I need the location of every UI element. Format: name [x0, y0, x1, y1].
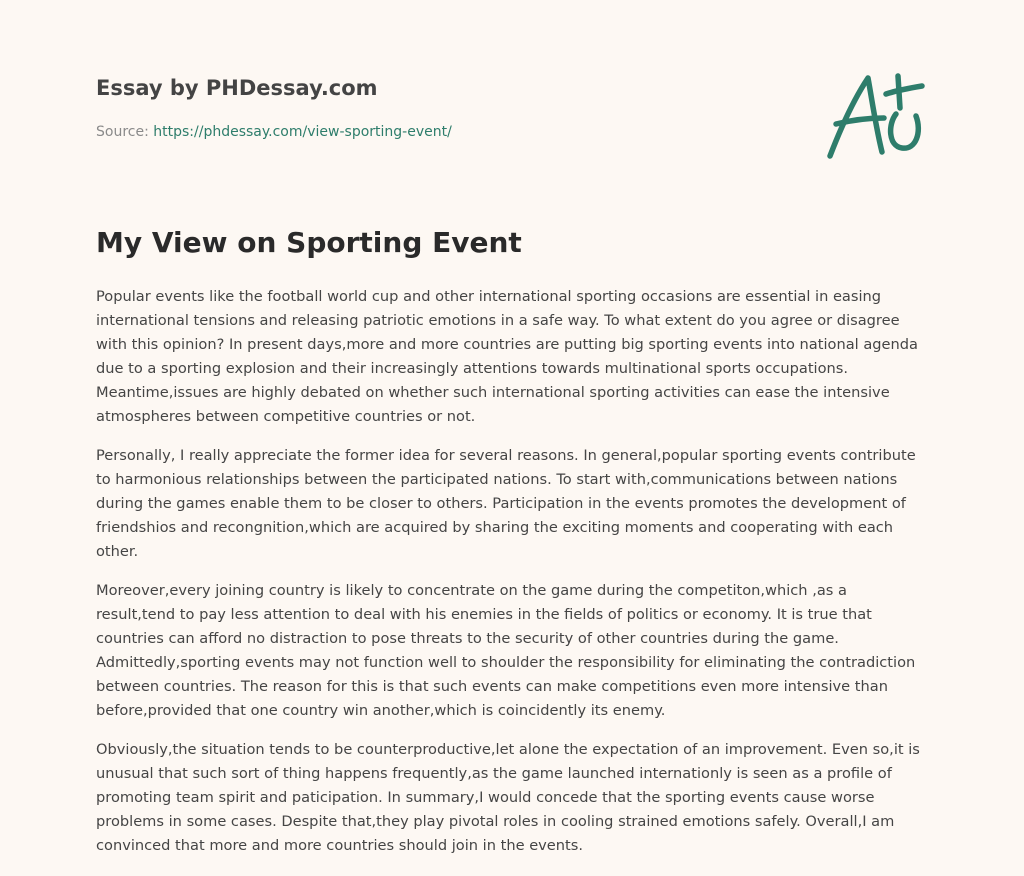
source-label: Source: [96, 124, 154, 140]
source-link[interactable]: https://phdessay.com/view-sporting-event/ [153, 124, 452, 140]
essay-paragraph: Obviously,the situation tends to be counterproductive,let alone the expectation of an improvement. Even so,it is unusual that such sort of thing happens frequently,as the game launched internationly is seen as a profile of promoting team spirit and paticipation. In summary,I would concede that the sporting events cause worse problems in some cases. Despite that,they play pivotal roles in cooling strained emotions safely. Overall,I am convinced that more and more countries should join in the events. [96, 741, 920, 854]
site-title: Essay by PHDessay.com [96, 76, 378, 100]
essay-title: My View on Sporting Event [96, 226, 522, 259]
essay-paragraph: Personally, I really appreciate the former idea for several reasons. In general,popular sporting events contribute to harmonious relationships between the participated nations. To start with,communications between nations during the games enable them to be closer to others. Participation in the events promotes the development of friendshios and recongnition,which are acquired by sharing the exciting moments and cooperating with each other. [96, 447, 916, 560]
essay-body [96, 285, 928, 873]
essay-paragraph: Moreover,every joining country is likely to concentrate on the game during the competiton,which ,as a result,tend to pay less attention to deal with his enemies in the fields of politics or economy. It is true that countries can afford no distraction to pose threats to the security of other countries during the game. Admittedly,sporting events may not function well to shoulder the responsibility for eliminating the contradiction between countries. The reason for this is that such events can make competitions even more intensive than before,provided that one country win another,which is coincidently its enemy. [96, 582, 916, 719]
a-plus-logo-icon [822, 68, 926, 164]
essay-paragraph: Popular events like the football world cup and other international sporting occasions are essential in easing international tensions and releasing patriotic emotions in a safe way. To what extent do you agree or disagree with this opinion? In present days,more and more countries are putting big sporting events into national agenda due to a sporting explosion and their increasingly attentions towards multinational sports occupations. Meantime,issues are highly debated on whether such international sporting activities can ease the intensive atmospheres between competitive countries or not. [96, 288, 918, 425]
source-line [96, 124, 452, 140]
